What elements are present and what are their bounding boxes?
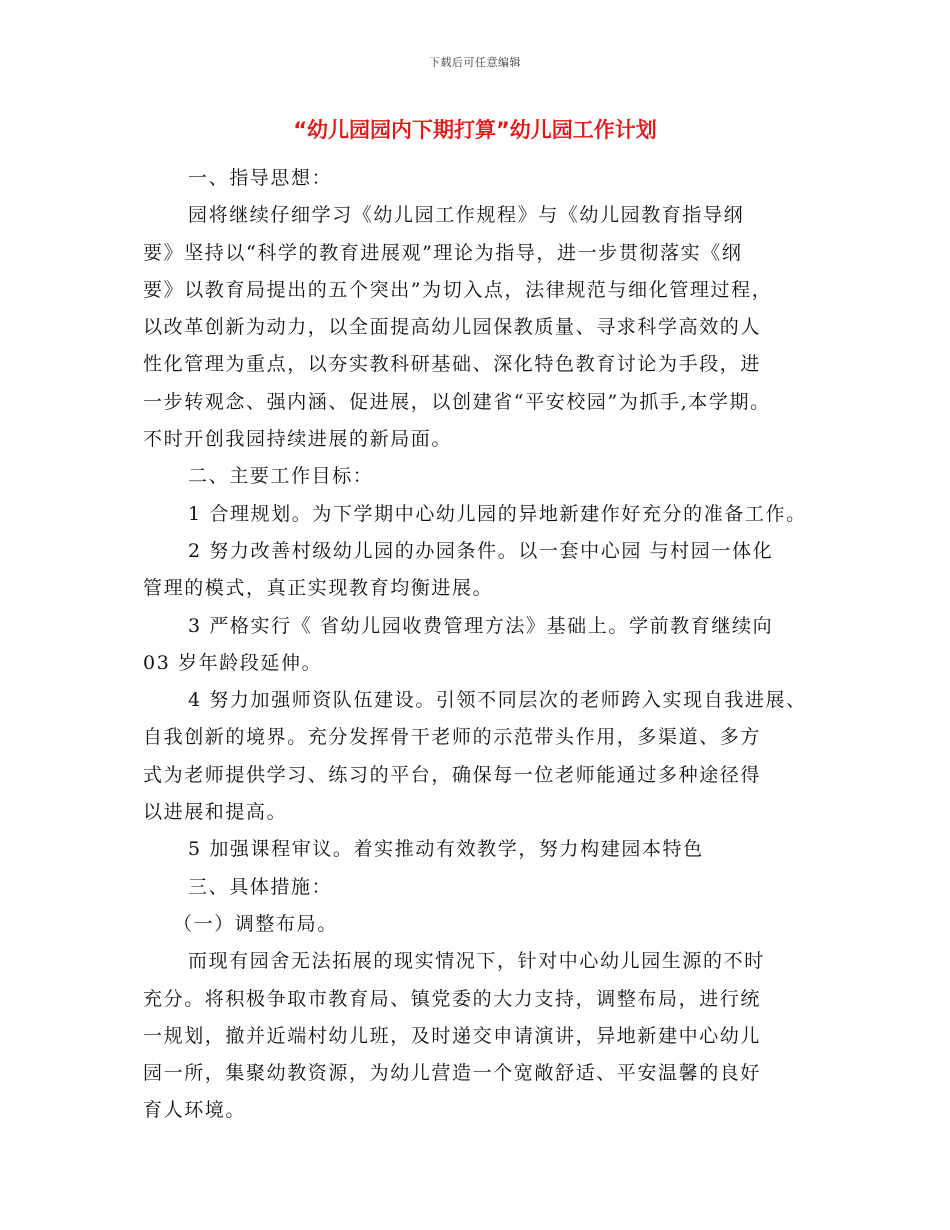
paragraph-line: 一规划，撤并近端村幼儿班，及时递交申请演讲，异地新建中心幼儿 — [143, 1024, 762, 1047]
paragraph-line: 自我创新的境界。充分发挥骨干老师的示范带头作用，多渠道、多方 — [143, 726, 762, 749]
paragraph-line: 管理的模式，真正实现教育均衡进展。 — [143, 577, 494, 600]
paragraph-line: 一步转观念、强内涵、促进展，以创建省“平安校园”为抓手,本学期。 — [143, 390, 771, 413]
list-item: 3 严格实行《 省幼儿园收费管理方法》基础上。学前教育继续向 — [188, 614, 774, 637]
section-heading: 一、指导思想： — [188, 167, 333, 189]
list-item: 5 加强课程审议。着实推动有效教学，努力构建园本特色 — [188, 838, 704, 861]
list-item: 4 努力加强师资队伍建设。引领不同层次的老师跨入实现自我进展、 — [188, 689, 807, 712]
document-title: “幼儿园园内下期打算”幼儿园工作计划 — [293, 118, 657, 142]
section-heading: 二、主要工作目标： — [188, 465, 374, 488]
list-item: 2 努力改善村级幼儿园的办园条件。以一套中心园 与村园一体化 — [188, 539, 774, 562]
paragraph-line: 要》坚持以“科学的教育进展观”理论为指导，进一步贯彻落实《纲 — [143, 241, 743, 264]
paragraph-line: 充分。将积极争取市教育局、镇党委的大力支持，调整布局，进行统 — [143, 987, 762, 1010]
paragraph-line: 式为老师提供学习、练习的平台，确保每一位老师能通过多种途径得 — [143, 763, 762, 786]
paragraph-line: 不时开创我园持续进展的新局面。 — [143, 428, 453, 451]
paragraph-line: 以改革创新为动力，以全面提高幼儿园保教质量、寻求科学高效的人 — [143, 316, 762, 339]
paragraph-line: 而现有园舍无法拓展的现实情况下，针对中心幼儿园生源的不时 — [188, 950, 765, 973]
document-body — [143, 160, 833, 1130]
section-heading: 三、具体措施： — [188, 875, 333, 898]
paragraph-line: 要》以教育局提出的五个突出”为切入点，法律规范与细化管理过程， — [143, 278, 773, 301]
paragraph-line: 园一所，集聚幼教资源，为幼儿营造一个宽敞舒适、平安温馨的良好 — [143, 1062, 762, 1085]
paragraph-line: 03 岁年龄段延伸。 — [143, 651, 323, 674]
header-note: 下载后可任意编辑 — [429, 56, 521, 69]
paragraph-line: 育人环境。 — [143, 1099, 247, 1122]
paragraph-line: 园将继续仔细学习《幼儿园工作规程》与《幼儿园教育指导纲 — [188, 204, 745, 227]
paragraph-line: 以进展和提高。 — [143, 801, 288, 824]
paragraph-line: 性化管理为重点，以夯实教科研基础、深化特色教育讨论为手段，进 — [143, 353, 762, 376]
list-item: 1 合理规划。为下学期中心幼儿园的异地新建作好充分的准备工作。 — [188, 502, 807, 525]
subsection-heading: （一）调整布局。 — [173, 912, 338, 935]
